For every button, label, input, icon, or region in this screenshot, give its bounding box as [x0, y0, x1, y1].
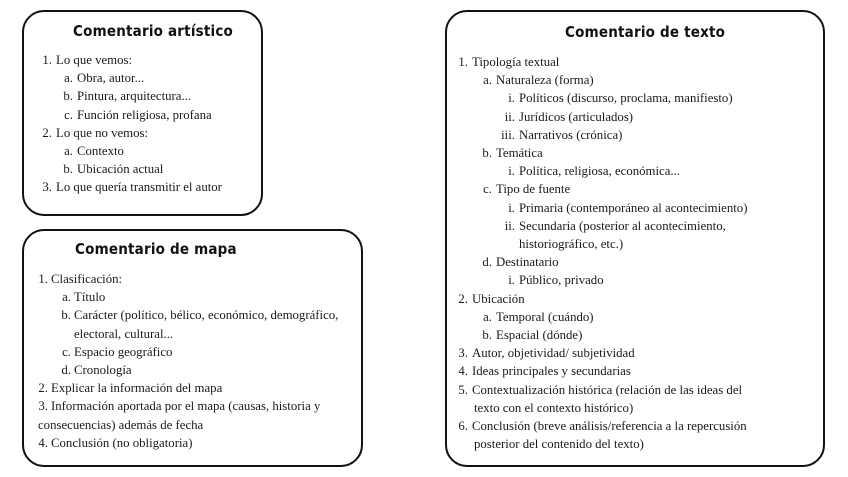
comentario-artistico-title: Comentario artístico [73, 22, 234, 40]
list-marker: 2. [42, 125, 52, 140]
list-item-text: Explicar la información del mapa [51, 381, 223, 396]
list-item-text: electoral, cultural... [74, 326, 174, 341]
list-item-text: Lo que quería transmitir el autor [56, 180, 222, 195]
list-item-text: Primaria (contemporáneo al acontecimiento) [519, 200, 748, 215]
list-marker: 1. [42, 53, 52, 67]
list-item-text: Jurídicos (articulados) [519, 109, 634, 124]
list-marker: iii. [501, 127, 515, 142]
list-item-text: Lo que vemos: [56, 53, 133, 67]
list-marker: 4. [38, 435, 48, 450]
list-marker: c. [62, 344, 71, 359]
list-item-text: Conclusión (no obligatoria) [51, 435, 193, 450]
list-marker: a. [62, 290, 71, 305]
list-marker: a. [483, 73, 492, 88]
list-marker: ii. [504, 218, 515, 233]
list-item-text: consecuencias) además de fecha [38, 417, 204, 432]
list-item-text: Políticos (discurso, proclama, manifiesto) [519, 91, 733, 106]
list-marker: b. [61, 308, 71, 323]
list-item-text: posterior del contenido del texto) [474, 437, 644, 452]
list-marker: i. [508, 91, 515, 106]
list-item-text: Ideas principales y secundarias [472, 364, 631, 379]
list-item-text: Narrativos (crónica) [519, 127, 623, 142]
list-item-text: Tipología textual [472, 55, 560, 69]
comentario-texto-title: Comentario de texto [565, 23, 726, 41]
list-marker: 5. [458, 382, 468, 397]
list-marker: a. [483, 309, 492, 324]
list-marker: a. [64, 71, 73, 86]
list-marker: b. [482, 328, 492, 342]
list-item-text: Contexto [77, 144, 124, 158]
list-item-text: Pintura, arquitectura... [77, 89, 192, 104]
list-item-text: Público, privado [519, 273, 604, 288]
list-marker: 6. [458, 419, 468, 433]
list-item-text: Secundaria (posterior al acontecimiento, [519, 218, 726, 233]
list-marker: a. [64, 144, 73, 158]
list-marker: b. [482, 146, 492, 160]
comentario-texto-box [445, 10, 825, 467]
list-marker: d. [482, 255, 492, 270]
list-marker: 4. [458, 364, 468, 379]
list-item-text: Espacio geográfico [74, 344, 173, 359]
list-marker: 3. [42, 180, 52, 195]
list-marker: c. [64, 107, 73, 122]
list-item-text: Ubicación actual [77, 162, 164, 177]
list-marker: 2. [38, 381, 48, 396]
list-item-text: Conclusión (breve análisis/referencia a la repercusión [472, 419, 747, 433]
list-marker: 1. [458, 55, 468, 69]
list-item-text: texto con el contexto histórico) [474, 400, 634, 415]
list-marker: 3. [458, 346, 468, 361]
list-item-text: Destinatario [496, 255, 559, 270]
comentario-artistico-box [22, 10, 263, 216]
list-marker: 1. [38, 272, 48, 286]
list-marker: d. [61, 363, 71, 377]
list-item-text: Clasificación: [51, 272, 123, 286]
list-item-text: Autor, objetividad/ subjetividad [472, 346, 635, 361]
list-marker: ii. [504, 109, 515, 124]
list-item-text: Obra, autor... [77, 71, 145, 86]
list-item-text: Temática [496, 146, 543, 160]
list-item-text: Cronología [74, 363, 132, 377]
list-item-text: Política, religiosa, económica... [519, 164, 680, 179]
list-item-text: Carácter (político, bélico, económico, demográfico, [74, 308, 339, 323]
list-item-text: Función religiosa, profana [77, 107, 212, 122]
list-marker: i. [508, 164, 515, 179]
list-marker: i. [508, 273, 515, 288]
list-marker: c. [483, 182, 492, 197]
list-marker: 3. [38, 399, 48, 414]
list-marker: b. [63, 162, 73, 177]
list-marker: b. [63, 89, 73, 104]
list-item-text: historiográfico, etc.) [519, 237, 624, 251]
list-item-text: Naturaleza (forma) [496, 73, 594, 88]
comentario-mapa-box [22, 229, 363, 467]
list-marker: 2. [458, 291, 468, 306]
list-item-text: Contextualización histórica (relación de las ideas del [472, 382, 743, 397]
list-item-text: Lo que no vemos: [56, 125, 149, 140]
comentario-mapa-title: Comentario de mapa [75, 240, 237, 258]
list-marker: i. [508, 200, 515, 215]
list-item-text: Tipo de fuente [496, 182, 571, 197]
list-item-text: Información aportada por el mapa (causas, historia y [51, 399, 321, 414]
list-item-text: Espacial (dónde) [496, 328, 583, 342]
list-item-text: Ubicación [472, 291, 525, 306]
list-item-text: Título [74, 290, 106, 305]
list-item-text: Temporal (cuándo) [496, 309, 594, 324]
